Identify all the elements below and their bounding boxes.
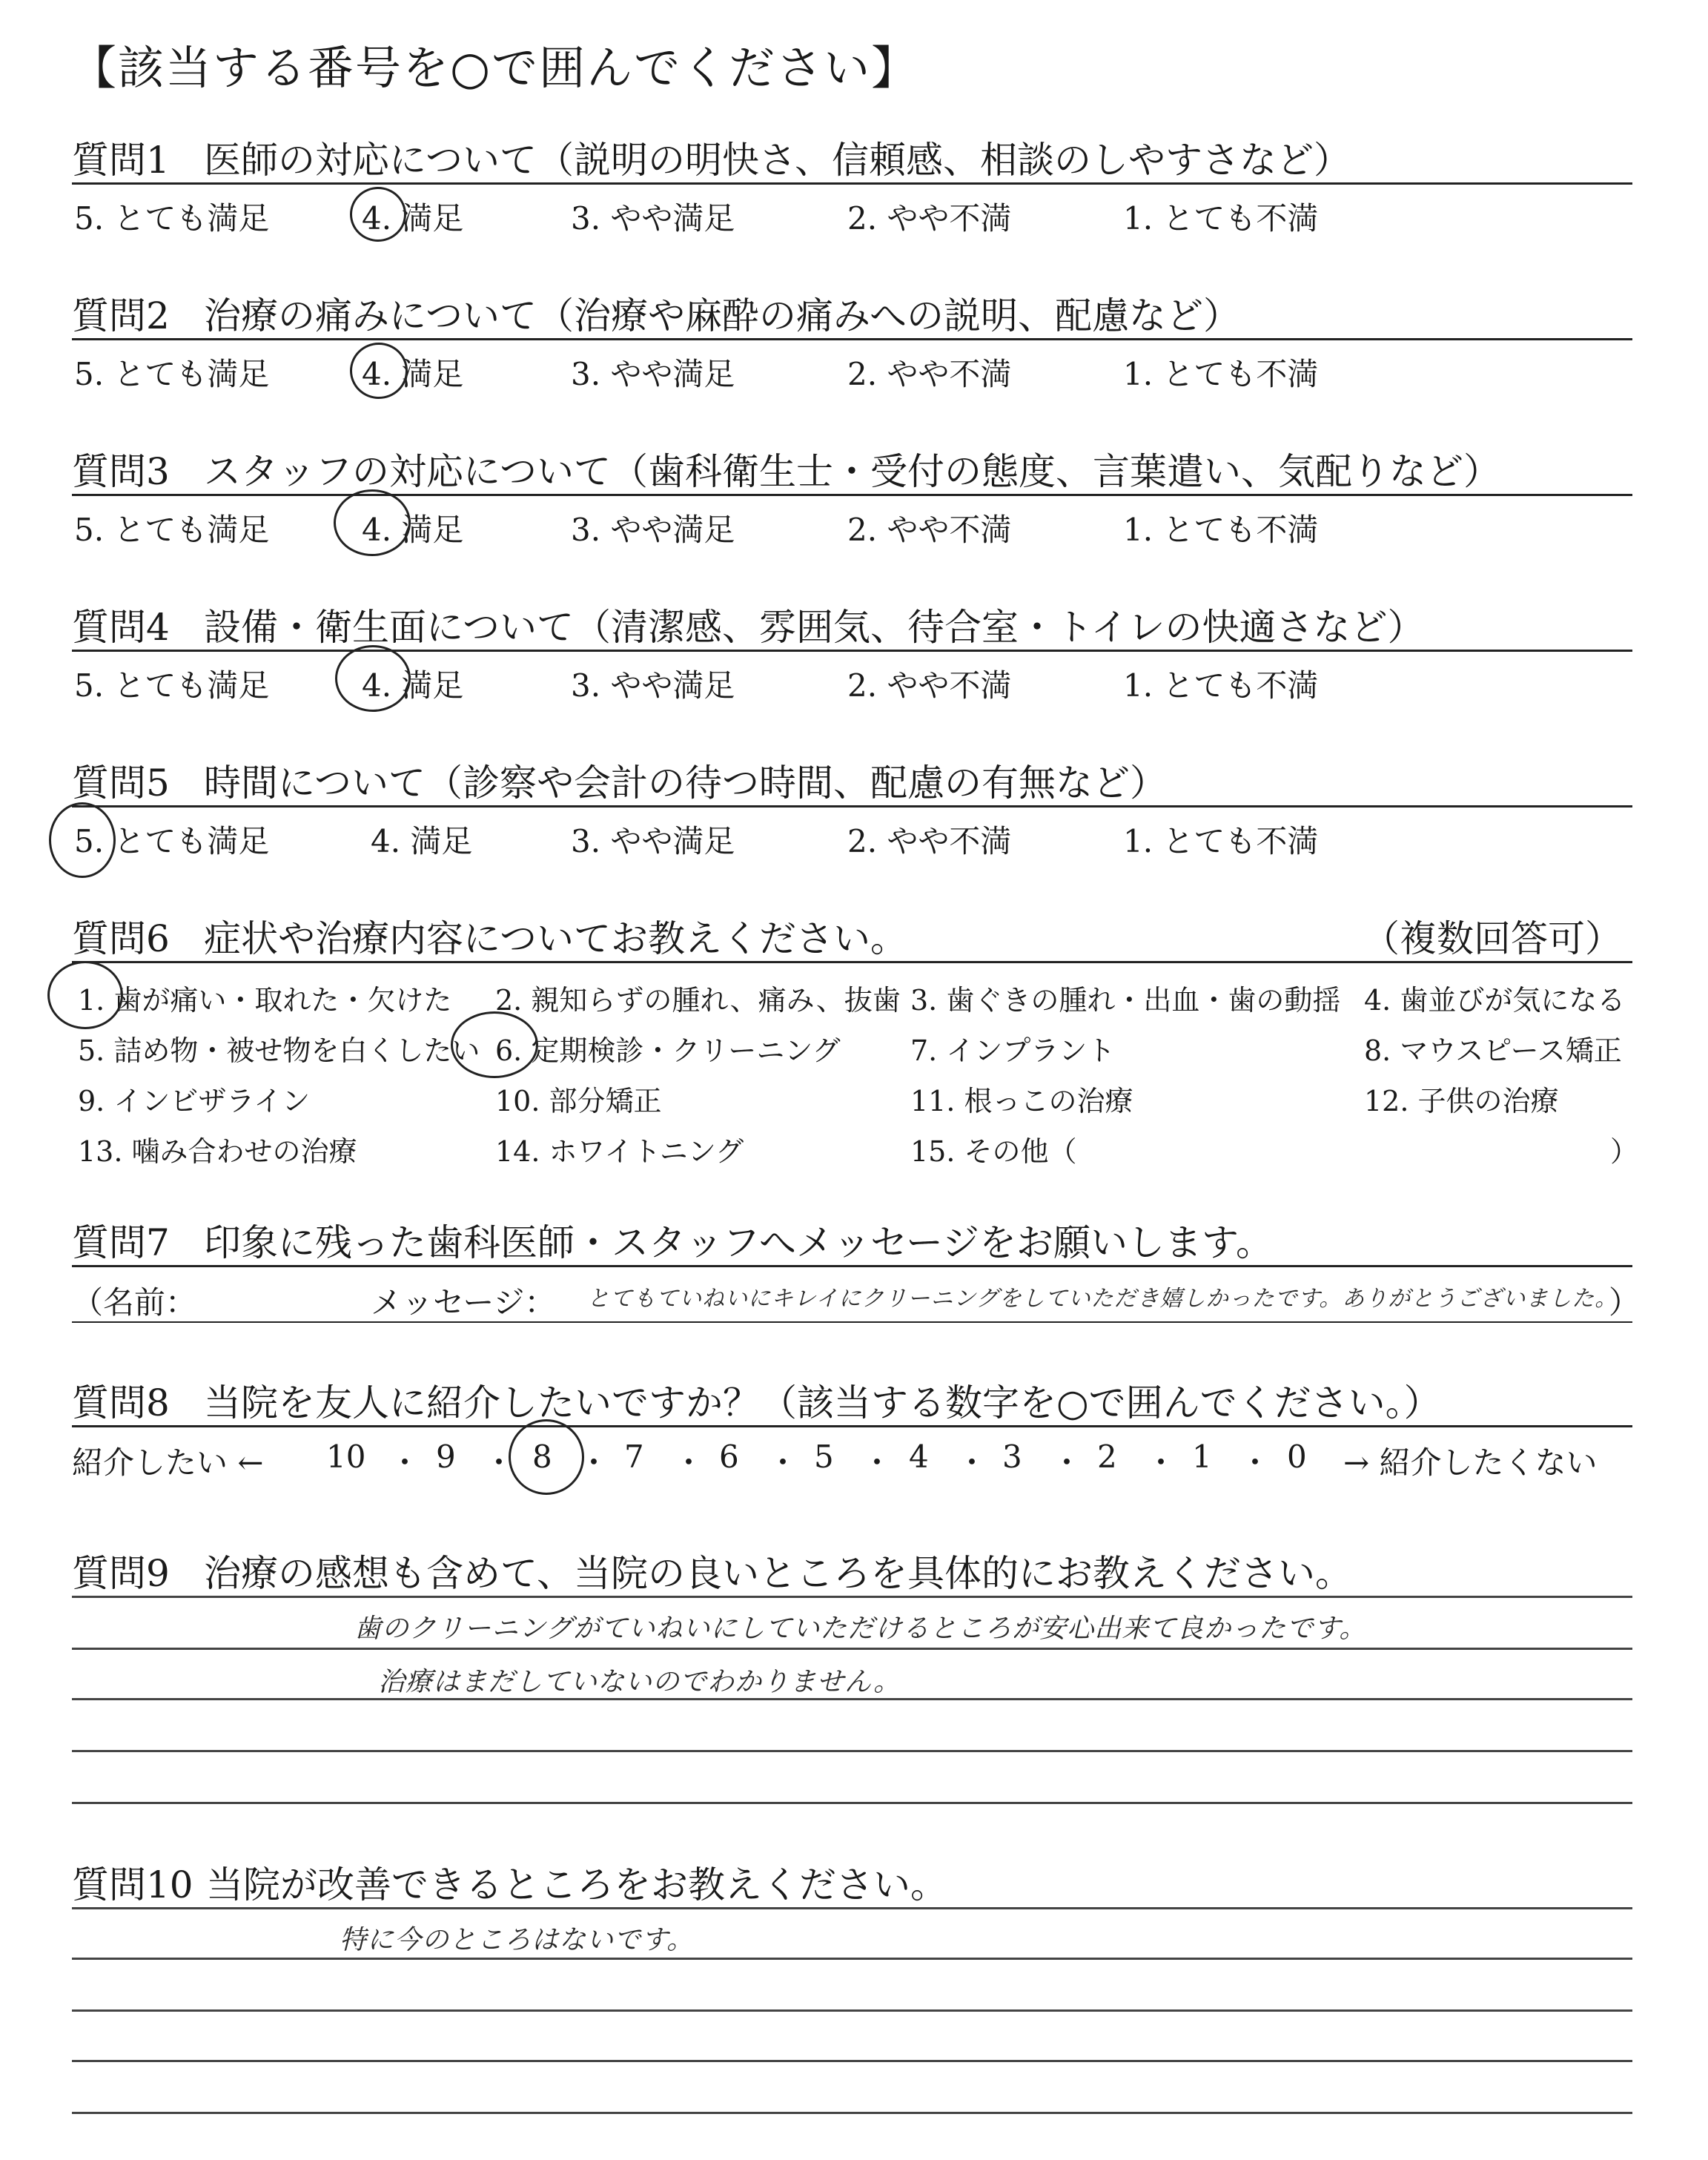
q2-option-5[interactable]: 5. とても満足 xyxy=(74,356,270,392)
q7-label: 質問7 xyxy=(72,1221,170,1264)
q8-scale-dot: ・ xyxy=(1239,1444,1271,1481)
q8-scale-5[interactable]: 5 xyxy=(814,1439,834,1475)
q5-option-5[interactable]: 5. とても満足 xyxy=(74,823,270,859)
q1-selection-circle xyxy=(350,187,406,242)
q5-label: 質問5 xyxy=(72,762,170,805)
q1-label: 質問1 xyxy=(72,139,170,182)
q8-scale-9[interactable]: 9 xyxy=(436,1439,456,1475)
q1-option-4[interactable]: 4. 満足 xyxy=(362,200,464,237)
q6-option-13[interactable]: 13. 噛み合わせの治療 xyxy=(78,1135,357,1168)
q6-option-9[interactable]: 9. インビザライン xyxy=(78,1085,311,1117)
q10-text: 当院が改善できるところをお教えください。 xyxy=(206,1863,947,1906)
q8-scale-dot: ・ xyxy=(1145,1444,1177,1481)
q8-scale-dot: ・ xyxy=(956,1444,988,1481)
q6-note: （複数回答可） xyxy=(1363,917,1622,960)
q4-option-4[interactable]: 4. 満足 xyxy=(362,667,464,704)
q10-answer-line xyxy=(72,2060,1632,2062)
q6-text: 症状や治療内容についてお教えください。 xyxy=(204,917,907,960)
q5-divider xyxy=(72,805,1632,807)
q9-answer-line xyxy=(72,1596,1632,1598)
q6-option-14[interactable]: 14. ホワイトニング xyxy=(495,1135,744,1168)
q6-option-12[interactable]: 12. 子供の治療 xyxy=(1364,1085,1559,1117)
q1-option-3[interactable]: 3. やや満足 xyxy=(571,200,735,237)
q10-answer-line xyxy=(72,2009,1632,2012)
q2-option-2[interactable]: 2. やや不満 xyxy=(847,356,1012,392)
q3-option-2[interactable]: 2. やや不満 xyxy=(847,512,1012,548)
q7-message-handwriting: とてもていねいにキレイにクリーニングをしていただき嬉しかったです。ありがとうございました。 xyxy=(587,1286,1618,1312)
q8-scale-4[interactable]: 4 xyxy=(909,1439,929,1475)
q7-name-label: （名前： xyxy=(72,1284,197,1321)
q9-answer-handwriting-2: 治療はまだしていないのでわかりません。 xyxy=(378,1667,901,1697)
q2-option-1[interactable]: 1. とても不満 xyxy=(1123,356,1319,392)
q2-divider xyxy=(72,338,1632,340)
q4-text: 設備・衛生面について（清潔感、雰囲気、待合室・トイレの快適さなど） xyxy=(204,606,1425,649)
q8-selection-circle xyxy=(509,1419,584,1495)
q4-option-3[interactable]: 3. やや満足 xyxy=(571,667,735,704)
q8-scale-7[interactable]: 7 xyxy=(624,1439,644,1475)
q7-close-paren: ） xyxy=(1609,1284,1641,1321)
q8-scale-dot: ・ xyxy=(767,1444,799,1481)
q6-selection-circle-6 xyxy=(451,1011,538,1078)
q5-option-4[interactable]: 4. 満足 xyxy=(371,823,473,859)
q2-label: 質問2 xyxy=(72,294,170,337)
q6-option-6[interactable]: 6. 定期検診・クリーニング xyxy=(495,1034,841,1067)
q5-option-3[interactable]: 3. やや満足 xyxy=(571,823,735,859)
q6-option-2[interactable]: 2. 親知らずの腫れ、痛み、抜歯 xyxy=(495,984,901,1017)
q9-answer-line xyxy=(72,1802,1632,1804)
q3-option-5[interactable]: 5. とても満足 xyxy=(74,512,270,548)
q8-left-label: 紹介したい ← xyxy=(72,1444,264,1481)
q8-scale-dot: ・ xyxy=(389,1444,421,1481)
q8-scale-dot: ・ xyxy=(483,1444,515,1481)
q2-selection-circle xyxy=(350,343,408,399)
page-title: 【該当する番号を○で囲んでください】 xyxy=(70,41,919,95)
q3-option-4[interactable]: 4. 満足 xyxy=(362,512,464,548)
q6-option-3[interactable]: 3. 歯ぐきの腫れ・出血・歯の動揺 xyxy=(910,984,1341,1017)
q6-option-15[interactable]: 15. その他（ xyxy=(910,1135,1077,1168)
q9-answer-line xyxy=(72,1750,1632,1752)
q8-scale-1[interactable]: 1 xyxy=(1192,1439,1212,1475)
q6-option-11[interactable]: 11. 根っこの治療 xyxy=(910,1085,1133,1117)
q9-text: 治療の感想も含めて、当院の良いところを具体的にお教えください。 xyxy=(204,1552,1352,1595)
q6-option-4[interactable]: 4. 歯並びが気になる xyxy=(1364,984,1626,1017)
q6-divider xyxy=(72,961,1632,963)
q8-divider xyxy=(72,1425,1632,1427)
q3-selection-circle xyxy=(334,489,411,556)
q8-scale-dot: ・ xyxy=(861,1444,893,1481)
q1-option-5[interactable]: 5. とても満足 xyxy=(74,200,270,237)
q8-scale-0[interactable]: 0 xyxy=(1287,1439,1307,1475)
q4-option-2[interactable]: 2. やや不満 xyxy=(847,667,1012,704)
q4-label: 質問4 xyxy=(72,606,170,649)
q8-right-label: → 紹介したくない xyxy=(1343,1444,1598,1481)
q6-option-1[interactable]: 1. 歯が痛い・取れた・欠けた xyxy=(78,984,452,1017)
q3-option-1[interactable]: 1. とても不満 xyxy=(1123,512,1319,548)
q4-divider xyxy=(72,650,1632,652)
q8-scale-3[interactable]: 3 xyxy=(1002,1439,1022,1475)
q7-message-label: メッセージ： xyxy=(371,1284,556,1321)
q1-option-2[interactable]: 2. やや不満 xyxy=(847,200,1012,237)
q4-option-1[interactable]: 1. とても不満 xyxy=(1123,667,1319,704)
q6-option-10[interactable]: 10. 部分矯正 xyxy=(495,1085,662,1117)
q8-scale-dot: ・ xyxy=(673,1444,705,1481)
q6-option-5[interactable]: 5. 詰め物・被せ物を白くしたい xyxy=(78,1034,480,1067)
q5-selection-circle xyxy=(49,802,116,878)
q9-answer-handwriting-1: 歯のクリーニングがていねいにしていただけるところが安心出来て良かったです。 xyxy=(354,1614,1367,1644)
q6-selection-circle-1 xyxy=(47,961,123,1029)
q9-label: 質問9 xyxy=(72,1552,170,1595)
q8-scale-6[interactable]: 6 xyxy=(719,1439,739,1475)
q7-message-line xyxy=(72,1321,1632,1323)
q6-option-8[interactable]: 8. マウスピース矯正 xyxy=(1364,1034,1622,1067)
q10-answer-line xyxy=(72,1958,1632,1960)
q7-text: 印象に残った歯科医師・スタッフへメッセージをお願いします。 xyxy=(204,1221,1273,1264)
q10-answer-line xyxy=(72,2112,1632,2114)
q9-answer-line xyxy=(72,1648,1632,1650)
q10-label: 質問10 xyxy=(72,1863,193,1906)
q3-option-3[interactable]: 3. やや満足 xyxy=(571,512,735,548)
q1-text: 医師の対応について（説明の明快さ、信頼感、相談のしやすさなど） xyxy=(204,139,1351,182)
q8-text: 当院を友人に紹介したいですか？（該当する数字を○で囲んでください。） xyxy=(204,1381,1441,1424)
q3-text: スタッフの対応について（歯科衛生士・受付の態度、言葉遣い、気配りなど） xyxy=(204,450,1500,493)
q8-scale-10[interactable]: 10 xyxy=(326,1439,366,1475)
q4-selection-circle xyxy=(335,645,411,712)
q5-text: 時間について（診察や会計の待つ時間、配慮の有無など） xyxy=(204,762,1167,805)
q3-divider xyxy=(72,494,1632,496)
q6-option-15-close: ） xyxy=(1610,1135,1639,1168)
q6-option-7[interactable]: 7. インプラント xyxy=(910,1034,1116,1067)
q6-label: 質問6 xyxy=(72,917,170,960)
q7-divider xyxy=(72,1265,1632,1267)
q8-scale-dot: ・ xyxy=(1051,1444,1083,1481)
q8-scale-dot: ・ xyxy=(578,1444,610,1481)
q8-scale-2[interactable]: 2 xyxy=(1097,1439,1117,1475)
q8-scale-8[interactable]: 8 xyxy=(532,1439,552,1475)
q8-label: 質問8 xyxy=(72,1381,170,1424)
q5-option-1[interactable]: 1. とても不満 xyxy=(1123,823,1319,859)
q2-option-3[interactable]: 3. やや満足 xyxy=(571,356,735,392)
q10-answer-line xyxy=(72,1907,1632,1909)
q4-option-5[interactable]: 5. とても満足 xyxy=(74,667,270,704)
q2-text: 治療の痛みについて（治療や麻酔の痛みへの説明、配慮など） xyxy=(204,294,1240,337)
q3-label: 質問3 xyxy=(72,450,170,493)
q5-option-2[interactable]: 2. やや不満 xyxy=(847,823,1012,859)
q2-option-4[interactable]: 4. 満足 xyxy=(362,356,464,392)
q1-option-1[interactable]: 1. とても不満 xyxy=(1123,200,1319,237)
q10-answer-handwriting-1: 特に今のところはないです。 xyxy=(340,1925,695,1955)
q1-divider xyxy=(72,182,1632,185)
